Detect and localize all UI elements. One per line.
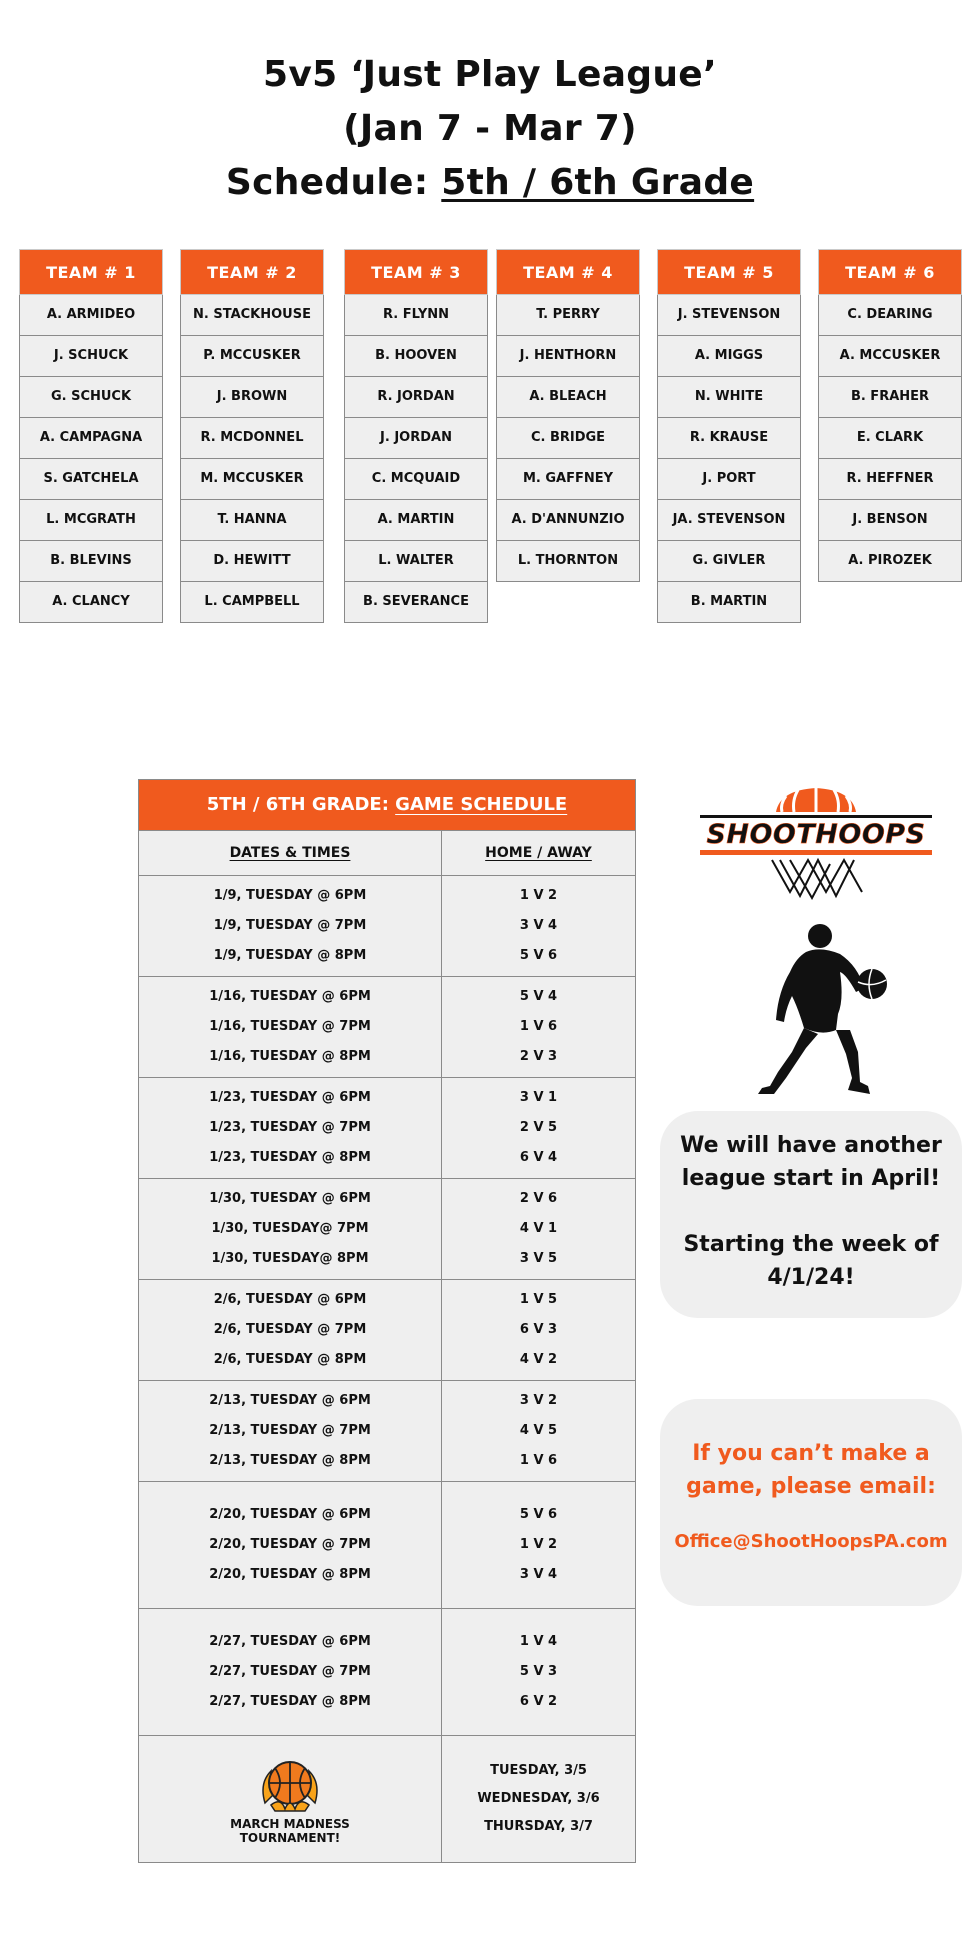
- player-name: J. BENSON: [818, 500, 962, 541]
- schedule-heading-title: GAME SCHEDULE: [395, 794, 568, 815]
- game-time: 1/16, TUESDAY @ 7PM: [209, 1019, 371, 1034]
- player-name: D. HEWITT: [180, 541, 324, 582]
- schedule-header-row: [139, 830, 635, 875]
- game-matchup: 4 V 2: [519, 1352, 558, 1367]
- title-prefix: Schedule:: [225, 162, 442, 203]
- game-time: 2/27, TUESDAY @ 8PM: [209, 1694, 371, 1709]
- tournament-date: WEDNESDAY, 3/6: [477, 1791, 600, 1806]
- player-name: J. STEVENSON: [657, 295, 801, 336]
- title-line-1: 5v5 ‘Just Play League’: [263, 54, 717, 95]
- game-matchup: 1 V 6: [519, 1019, 558, 1034]
- player-name: J. HENTHORN: [496, 336, 640, 377]
- tournament-row: [139, 1735, 635, 1862]
- game-matchup: 1 V 6: [519, 1453, 558, 1468]
- game-time: 2/13, TUESDAY @ 7PM: [209, 1423, 371, 1438]
- schedule-heading-prefix: 5TH / 6TH GRADE:: [206, 794, 396, 815]
- game-matchup: 3 V 5: [519, 1251, 558, 1266]
- player-name: T. HANNA: [180, 500, 324, 541]
- game-time: 1/9, TUESDAY @ 6PM: [213, 888, 367, 903]
- game-matchup: 1 V 4: [519, 1634, 558, 1649]
- title-line-2: (Jan 7 - Mar 7): [343, 108, 637, 149]
- player-name: M. GAFFNEY: [496, 459, 640, 500]
- basketball-flame-icon: [255, 1753, 325, 1813]
- player-name: A. D'ANNUNZIO: [496, 500, 640, 541]
- team-column: [496, 249, 640, 582]
- player-name: A. BLEACH: [496, 377, 640, 418]
- player-name: B. BLEVINS: [19, 541, 163, 582]
- tournament-label-1: MARCH MADNESS: [230, 1817, 350, 1831]
- notice-line-2: league start in April!: [681, 1166, 941, 1191]
- basketball-player-icon: [740, 922, 895, 1100]
- player-name: L. WALTER: [344, 541, 488, 582]
- game-time: 2/6, TUESDAY @ 8PM: [213, 1352, 367, 1367]
- game-time: 2/13, TUESDAY @ 6PM: [209, 1393, 371, 1408]
- schedule-week-row: [139, 1380, 635, 1481]
- game-matchup: 3 V 2: [519, 1393, 558, 1408]
- game-matchup: 5 V 4: [519, 989, 558, 1004]
- player-name: E. CLARK: [818, 418, 962, 459]
- notice-line-1: We will have another: [680, 1133, 942, 1158]
- team-column: [180, 249, 324, 623]
- next-league-notice: [660, 1111, 962, 1318]
- tournament-date: TUESDAY, 3/5: [490, 1763, 587, 1778]
- game-matchup: 6 V 2: [519, 1694, 558, 1709]
- title-line-3: [0, 156, 980, 210]
- game-time: 2/6, TUESDAY @ 6PM: [213, 1292, 367, 1307]
- logo-text: SHOOTHOOPS: [706, 819, 926, 850]
- contact-email-link[interactable]: Office@ShootHoopsPA.com: [674, 1531, 948, 1552]
- schedule-week-row: [139, 1178, 635, 1279]
- player-name: N. STACKHOUSE: [180, 295, 324, 336]
- game-matchup: 1 V 5: [519, 1292, 558, 1307]
- game-time: 2/6, TUESDAY @ 7PM: [213, 1322, 367, 1337]
- shoothoops-logo: [700, 778, 932, 900]
- game-matchup: 3 V 4: [519, 1567, 558, 1582]
- game-time: 1/16, TUESDAY @ 6PM: [209, 989, 371, 1004]
- player-name: N. WHITE: [657, 377, 801, 418]
- contact-line-2: game, please email:: [686, 1474, 936, 1499]
- player-name: J. JORDAN: [344, 418, 488, 459]
- player-name: A. ARMIDEO: [19, 295, 163, 336]
- page-title: [0, 48, 980, 210]
- game-time: 2/27, TUESDAY @ 7PM: [209, 1664, 371, 1679]
- team-column: [344, 249, 488, 623]
- game-matchup: 1 V 2: [519, 888, 558, 903]
- game-time: 1/23, TUESDAY @ 6PM: [209, 1090, 371, 1105]
- title-grade: 5th / 6th Grade: [441, 162, 755, 203]
- game-time: 1/30, TUESDAY@ 8PM: [211, 1251, 369, 1266]
- game-matchup: 3 V 4: [519, 918, 558, 933]
- player-name: L. CAMPBELL: [180, 582, 324, 623]
- game-matchup: 1 V 2: [519, 1537, 558, 1552]
- game-matchup: 4 V 5: [519, 1423, 558, 1438]
- contact-line-1: If you can’t make a: [692, 1441, 930, 1466]
- team-column: [818, 249, 962, 582]
- team-header: TEAM # 4: [496, 249, 640, 295]
- player-name: L. MCGRATH: [19, 500, 163, 541]
- player-name: R. JORDAN: [344, 377, 488, 418]
- player-name: C. MCQUAID: [344, 459, 488, 500]
- col-dates-header: DATES & TIMES: [229, 845, 351, 861]
- player-name: C. BRIDGE: [496, 418, 640, 459]
- player-name: A. PIROZEK: [818, 541, 962, 582]
- player-name: G. GIVLER: [657, 541, 801, 582]
- player-name: R. FLYNN: [344, 295, 488, 336]
- player-name: M. MCCUSKER: [180, 459, 324, 500]
- player-name: L. THORNTON: [496, 541, 640, 582]
- player-name: C. DEARING: [818, 295, 962, 336]
- game-time: 2/27, TUESDAY @ 6PM: [209, 1634, 371, 1649]
- player-name: R. MCDONNEL: [180, 418, 324, 459]
- schedule-week-row: [139, 976, 635, 1077]
- player-name: G. SCHUCK: [19, 377, 163, 418]
- player-name: A. MCCUSKER: [818, 336, 962, 377]
- schedule-week-row: [139, 875, 635, 976]
- player-name: P. MCCUSKER: [180, 336, 324, 377]
- player-name: A. CLANCY: [19, 582, 163, 623]
- schedule-week-row: [139, 1608, 635, 1735]
- game-matchup: 5 V 6: [519, 948, 558, 963]
- player-name: JA. STEVENSON: [657, 500, 801, 541]
- game-schedule-table: [138, 779, 636, 1863]
- game-matchup: 2 V 3: [519, 1049, 558, 1064]
- game-time: 1/30, TUESDAY@ 7PM: [211, 1221, 369, 1236]
- schedule-week-row: [139, 1481, 635, 1608]
- contact-notice: [660, 1399, 962, 1606]
- game-time: 1/23, TUESDAY @ 7PM: [209, 1120, 371, 1135]
- game-time: 1/9, TUESDAY @ 7PM: [213, 918, 367, 933]
- game-time: 1/16, TUESDAY @ 8PM: [209, 1049, 371, 1064]
- game-matchup: 3 V 1: [519, 1090, 558, 1105]
- game-time: 1/9, TUESDAY @ 8PM: [213, 948, 367, 963]
- player-name: B. HOOVEN: [344, 336, 488, 377]
- game-time: 2/13, TUESDAY @ 8PM: [209, 1453, 371, 1468]
- team-header: TEAM # 3: [344, 249, 488, 295]
- player-name: J. BROWN: [180, 377, 324, 418]
- player-name: R. KRAUSE: [657, 418, 801, 459]
- team-column: [657, 249, 801, 623]
- team-header: TEAM # 1: [19, 249, 163, 295]
- notice-line-4: 4/1/24!: [767, 1265, 855, 1290]
- team-column: [19, 249, 163, 623]
- team-header: TEAM # 2: [180, 249, 324, 295]
- player-name: S. GATCHELA: [19, 459, 163, 500]
- player-name: B. MARTIN: [657, 582, 801, 623]
- game-time: 2/20, TUESDAY @ 8PM: [209, 1567, 371, 1582]
- player-name: J. SCHUCK: [19, 336, 163, 377]
- game-matchup: 4 V 1: [519, 1221, 558, 1236]
- player-name: A. CAMPAGNA: [19, 418, 163, 459]
- game-matchup: 5 V 3: [519, 1664, 558, 1679]
- game-matchup: 6 V 3: [519, 1322, 558, 1337]
- schedule-week-row: [139, 1279, 635, 1380]
- game-time: 2/20, TUESDAY @ 7PM: [209, 1537, 371, 1552]
- game-time: 1/23, TUESDAY @ 8PM: [209, 1150, 371, 1165]
- game-time: 1/30, TUESDAY @ 6PM: [209, 1191, 371, 1206]
- player-name: B. FRAHER: [818, 377, 962, 418]
- tournament-date: THURSDAY, 3/7: [484, 1819, 593, 1834]
- team-header: TEAM # 6: [818, 249, 962, 295]
- col-matchup-header: HOME / AWAY: [485, 845, 592, 861]
- player-name: A. MARTIN: [344, 500, 488, 541]
- player-name: J. PORT: [657, 459, 801, 500]
- game-matchup: 6 V 4: [519, 1150, 558, 1165]
- player-name: B. SEVERANCE: [344, 582, 488, 623]
- game-matchup: 5 V 6: [519, 1507, 558, 1522]
- tournament-label-2: TOURNAMENT!: [239, 1831, 341, 1845]
- team-header: TEAM # 5: [657, 249, 801, 295]
- player-name: R. HEFFNER: [818, 459, 962, 500]
- player-name: A. MIGGS: [657, 336, 801, 377]
- game-time: 2/20, TUESDAY @ 6PM: [209, 1507, 371, 1522]
- game-matchup: 2 V 5: [519, 1120, 558, 1135]
- schedule-week-row: [139, 1077, 635, 1178]
- game-matchup: 2 V 6: [519, 1191, 558, 1206]
- schedule-heading: [139, 780, 635, 830]
- player-name: T. PERRY: [496, 295, 640, 336]
- notice-line-3: Starting the week of: [683, 1232, 939, 1257]
